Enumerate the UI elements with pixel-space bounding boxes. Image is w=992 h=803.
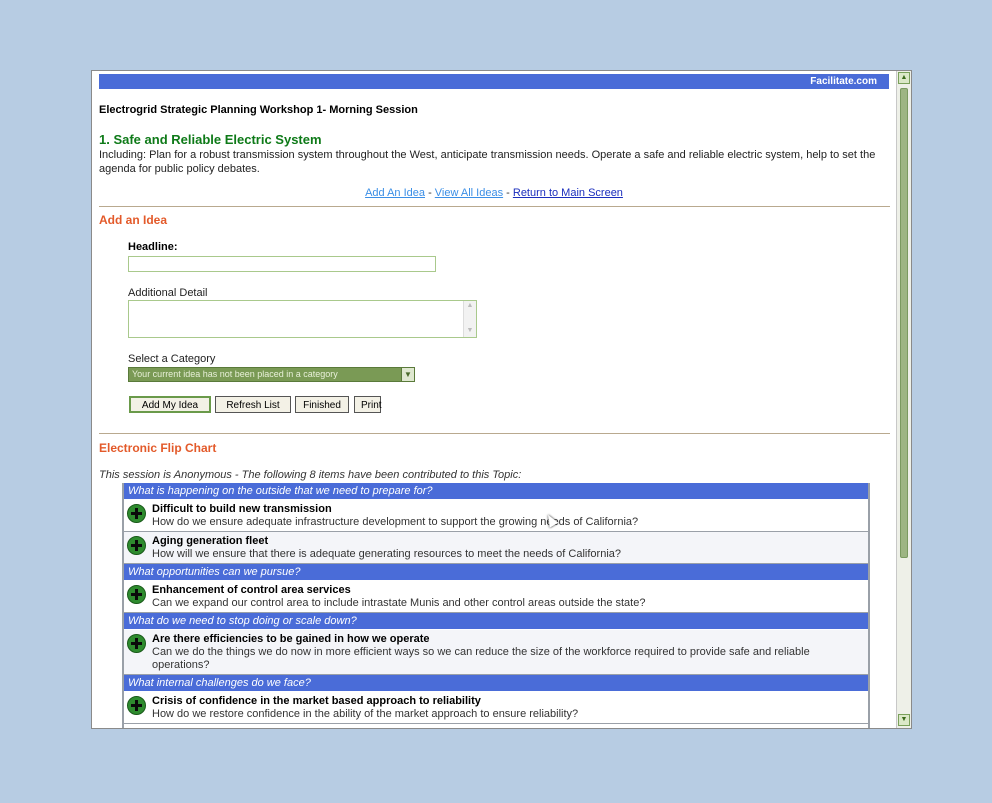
list-item [124, 630, 868, 675]
headline-input[interactable] [128, 256, 436, 272]
flip-chart-heading: Electronic Flip Chart [99, 441, 217, 455]
brand-bar [99, 74, 889, 89]
add-idea-heading: Add an Idea [99, 213, 168, 227]
plus-circle-icon[interactable] [127, 585, 146, 604]
topic-nav [92, 187, 896, 199]
item-title: Crisis of confidence in the market based approach to reliability [152, 695, 481, 707]
nav-separator: - [503, 187, 513, 199]
scroll-up-icon[interactable]: ▲ [898, 72, 910, 84]
detail-textarea[interactable] [129, 301, 462, 337]
item-title: Enhancement of control area services [152, 584, 351, 596]
list-item [124, 532, 868, 564]
scrollbar-thumb[interactable] [900, 88, 908, 558]
category-label: Select a Category [128, 353, 216, 365]
item-title: Are there efficiencies to be gained in how we operate [152, 633, 430, 645]
category-header: What do we need to stop doing or scale down? [124, 613, 868, 630]
page-content [92, 71, 896, 728]
flip-chart-list [122, 483, 870, 728]
detail-scrollbar[interactable] [463, 301, 476, 337]
detail-label: Additional Detail [128, 287, 208, 299]
plus-circle-icon[interactable] [127, 696, 146, 715]
item-description: How do we ensure adequate infrastructure development to support the growing needs of California? [152, 516, 639, 528]
category-header: What is happening on the outside that we need to prepare for? [124, 483, 868, 500]
scroll-down-icon[interactable]: ▼ [898, 714, 910, 726]
browser-window [91, 70, 912, 729]
item-title: Aging generation fleet [152, 535, 269, 547]
print-button[interactable]: Print [354, 396, 381, 413]
list-item [124, 692, 868, 724]
finished-button[interactable]: Finished [295, 396, 349, 413]
category-selected-value: Your current idea has not been placed in a category [132, 369, 338, 379]
scroll-down-icon[interactable]: ▼ [466, 327, 474, 334]
headline-label: Headline: [128, 241, 178, 253]
item-title: Difficult to build new transmission [152, 503, 332, 515]
divider [99, 433, 890, 434]
category-header: What internal challenges do we face? [124, 675, 868, 692]
item-description: How do we restore confidence in the ability of the market approach to ensure reliability? [152, 708, 579, 720]
return-main-link[interactable]: Return to Main Screen [512, 187, 623, 199]
scroll-up-icon[interactable]: ▲ [466, 302, 474, 309]
add-idea-link[interactable]: Add An Idea [365, 187, 426, 199]
nav-separator: - [425, 187, 435, 199]
view-all-ideas-link[interactable]: View All Ideas [434, 187, 504, 199]
item-description: Can we expand our control area to include intrastate Munis and other control areas outside the state? [152, 597, 646, 609]
item-description: How will we ensure that there is adequate generating resources to meet the needs of California? [152, 548, 621, 560]
chevron-down-icon[interactable]: ▼ [401, 368, 414, 381]
add-my-idea-button[interactable]: Add My Idea [129, 396, 211, 413]
topic-description: Including: Plan for a robust transmission system throughout the West, anticipate transmission needs. Operate a safe and reliable electric system, help to set the agenda for public policy debates. [99, 149, 876, 175]
divider [99, 206, 890, 207]
category-select[interactable] [128, 367, 415, 382]
session-title: Electrogrid Strategic Planning Workshop 1- Morning Session [99, 104, 418, 116]
plus-circle-icon[interactable] [127, 536, 146, 555]
list-item [124, 581, 868, 613]
detail-field [128, 300, 477, 338]
plus-circle-icon[interactable] [127, 634, 146, 653]
anonymous-note: This session is Anonymous - The following 8 items have been contributed to this Topic: [99, 469, 522, 481]
page-scrollbar[interactable] [896, 71, 911, 728]
list-item [124, 500, 868, 532]
category-header: What opportunities can we pursue? [124, 564, 868, 581]
brand-label: Facilitate.com [810, 76, 877, 87]
item-description: Can we do the things we do now in more efficient ways so we can reduce the size of the workforce required to provide safe and reliable operations? [152, 646, 810, 671]
refresh-list-button[interactable]: Refresh List [215, 396, 291, 413]
topic-title: 1. Safe and Reliable Electric System [99, 132, 322, 147]
plus-circle-icon[interactable] [127, 504, 146, 523]
